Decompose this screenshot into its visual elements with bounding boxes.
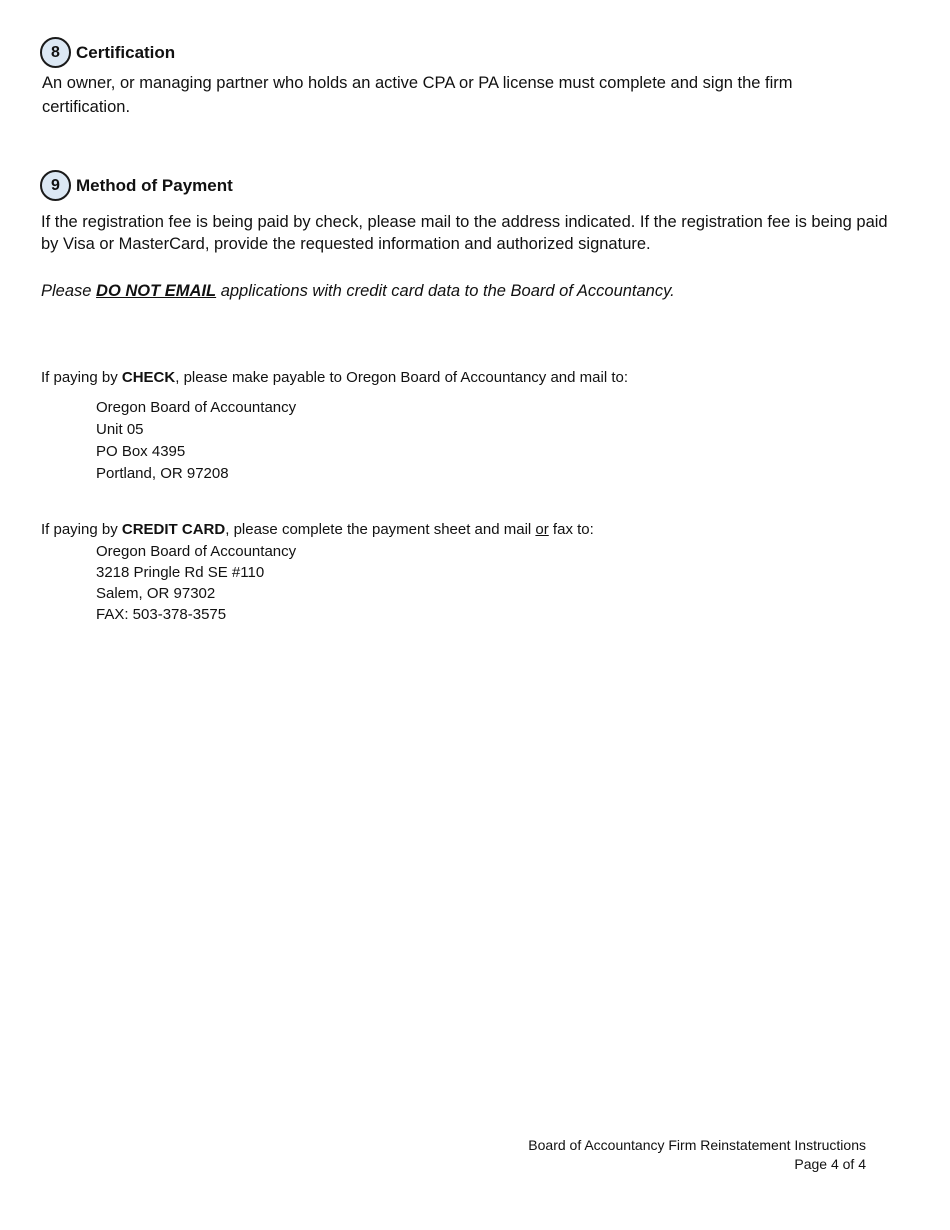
check-prefix: If paying by: [41, 369, 122, 386]
address-line: Salem, OR 97302: [96, 585, 216, 602]
check-instruction: [41, 367, 628, 389]
footer-title: Board of Accountancy Firm Reinstatement Instructions: [528, 1137, 866, 1153]
step-number-badge: 9: [40, 170, 71, 201]
page-footer: [528, 1136, 866, 1174]
step-number-badge: 8: [40, 37, 71, 68]
certification-text: An owner, or managing partner who holds an active CPA or PA license must complete and sign the firm certification.: [42, 74, 793, 116]
warning-prefix: Please: [41, 282, 97, 300]
check-method: CHECK: [121, 369, 176, 386]
section-8-header: [40, 37, 175, 68]
section-title: Method of Payment: [76, 175, 233, 195]
no-email-warning: [41, 279, 901, 303]
credit-card-mailing-address: [96, 541, 296, 625]
cc-prefix: If paying by: [41, 521, 122, 538]
address-line: Oregon Board of Accountancy: [96, 399, 297, 416]
address-line: FAX: 503-378-3575: [96, 606, 227, 623]
address-line: 3218 Pringle Rd SE #110: [96, 564, 265, 581]
address-line: Portland, OR 97208: [96, 465, 229, 482]
warning-emphasis: DO NOT EMAIL: [96, 282, 217, 300]
check-suffix: , please make payable to Oregon Board of Accountancy and mail to:: [175, 369, 629, 386]
warning-suffix: applications with credit card data to the Board of Accountancy.: [216, 282, 675, 300]
credit-card-instruction: [41, 519, 594, 541]
cc-or: or: [535, 521, 549, 538]
cc-suffix: fax to:: [548, 521, 594, 538]
address-line: Oregon Board of Accountancy: [96, 543, 297, 560]
check-mailing-address: [96, 397, 296, 485]
cc-middle: , please complete the payment sheet and mail: [225, 521, 536, 538]
section-title: Certification: [76, 42, 176, 62]
address-line: Unit 05: [96, 421, 144, 438]
payment-method-text: If the registration fee is being paid by check, please mail to the address indicated. If the registration fee is being paid by Visa or MasterCard, provide the requested information and authorized signature.: [41, 213, 888, 253]
page-number: Page 4 of 4: [794, 1156, 866, 1172]
cc-method: CREDIT CARD: [121, 521, 226, 538]
address-line: PO Box 4395: [96, 443, 186, 460]
section-9-header: [40, 170, 233, 201]
